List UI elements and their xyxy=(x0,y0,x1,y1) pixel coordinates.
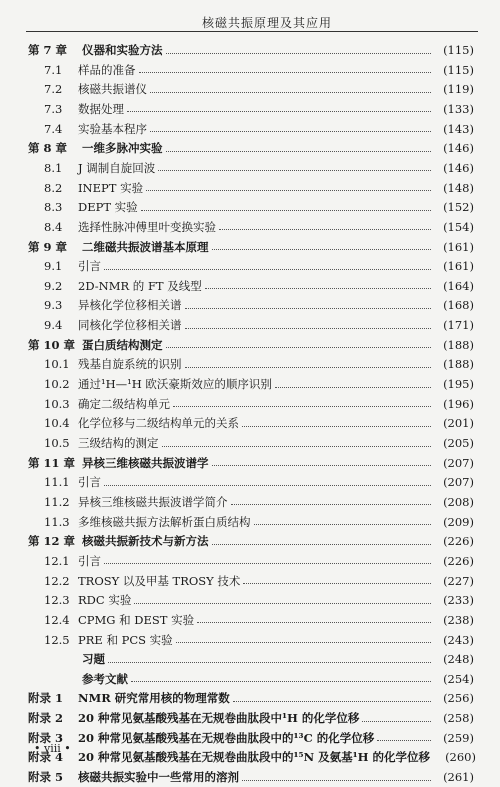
dot-leader xyxy=(104,269,431,270)
dot-leader xyxy=(104,563,431,564)
toc-entry-number: 9.4 xyxy=(44,318,63,333)
toc-entry-title: J 调制自旋回波 xyxy=(78,160,156,175)
toc-chapter-entry[interactable] xyxy=(0,335,500,355)
toc-entry-title: 样品的准备 xyxy=(78,62,136,77)
toc-entry-number: 7.3 xyxy=(44,101,63,116)
dot-leader xyxy=(275,387,431,388)
toc-entry-title: PRE 和 PCS 实验 xyxy=(78,632,173,647)
dot-leader xyxy=(104,485,431,486)
dot-leader xyxy=(243,583,431,584)
toc-entry-title: 20 种常见氨基酸残基在无规卷曲肽段中的¹⁵N 及氨基¹H 的化学位移 xyxy=(78,750,430,765)
toc-entry-page: (233) xyxy=(443,593,474,608)
toc-entry-title: 一维多脉冲实验 xyxy=(82,141,163,156)
toc-entry-title: DEPT 实验 xyxy=(78,200,138,215)
toc-entry-page: (161) xyxy=(443,239,474,254)
toc-entry-title: 蛋白质结构测定 xyxy=(82,337,163,352)
toc-section-entry[interactable] xyxy=(0,256,500,276)
toc-chapter-entry[interactable] xyxy=(0,40,500,60)
dot-leader xyxy=(146,190,431,191)
toc-entry-number: 8.2 xyxy=(44,180,63,195)
dot-leader xyxy=(158,170,431,171)
dot-leader xyxy=(242,426,431,427)
toc-section-entry[interactable] xyxy=(0,630,500,650)
toc-chapter-entry[interactable] xyxy=(0,138,500,158)
dot-leader xyxy=(242,780,431,781)
dot-leader xyxy=(254,524,432,525)
toc-entry-number: 第 11 章 xyxy=(28,455,76,470)
toc-section-entry[interactable] xyxy=(0,413,500,433)
toc-chapter-entry[interactable] xyxy=(0,237,500,257)
dot-leader xyxy=(134,603,431,604)
toc-entry-page: (226) xyxy=(443,534,474,549)
toc-entry-title: 核磁共振实验中一些常用的溶剂 xyxy=(78,770,239,785)
toc-entry-page: (226) xyxy=(443,553,474,568)
toc-chapter-entry[interactable] xyxy=(0,669,500,689)
toc-chapter-entry[interactable] xyxy=(0,649,500,669)
toc-entry-page: (205) xyxy=(443,436,474,450)
toc-entry-title: 通过¹H—¹H 欧沃豪斯效应的顺序识别 xyxy=(78,377,272,392)
toc-entry-number: 11.1 xyxy=(44,475,70,490)
toc-entry-number: 附录 5 xyxy=(28,770,64,785)
toc-entry-page: (133) xyxy=(443,101,474,116)
dot-leader xyxy=(219,229,431,230)
toc-entry-number: 12.1 xyxy=(44,553,70,568)
toc-section-entry[interactable] xyxy=(0,590,500,610)
toc-entry-title: TROSY 以及甲基 TROSY 技术 xyxy=(78,573,241,588)
toc-entry-title: 仪器和实验方法 xyxy=(82,43,163,57)
toc-entry-title: RDC 实验 xyxy=(78,593,132,608)
toc-entry-page: (115) xyxy=(443,62,474,77)
dot-leader xyxy=(150,92,431,93)
toc-entry-page: (171) xyxy=(443,318,474,333)
toc-entry-page: (254) xyxy=(443,671,474,686)
toc-entry-title: 引言 xyxy=(78,553,101,568)
toc-appendix-entry[interactable] xyxy=(0,688,500,708)
toc-entry-title: 20 种常见氨基酸残基在无规卷曲肽段中的¹³C 的化学位移 xyxy=(78,730,375,745)
toc-entry-number: 7.1 xyxy=(44,62,63,77)
toc-entry-title: 参考文献 xyxy=(82,671,128,686)
toc-entry-page: (161) xyxy=(443,259,474,274)
toc-entry-page: (115) xyxy=(443,43,474,57)
dot-leader xyxy=(233,701,431,702)
toc-entry-number: 12.2 xyxy=(44,573,70,588)
toc-entry-title: 同核化学位移相关谱 xyxy=(78,318,182,333)
dot-leader xyxy=(185,328,432,329)
toc-entry-number: 附录 2 xyxy=(28,711,64,726)
toc-entry-page: (152) xyxy=(443,200,474,215)
toc-entry-page: (238) xyxy=(443,612,474,627)
toc-section-entry[interactable] xyxy=(0,197,500,217)
toc-entry-title: 多维核磁共振方法解析蛋白质结构 xyxy=(78,514,251,529)
toc-section-entry[interactable] xyxy=(0,178,500,198)
dot-leader xyxy=(131,681,431,682)
toc-entry-number: 9.3 xyxy=(44,298,63,313)
toc-section-entry[interactable] xyxy=(0,374,500,394)
toc-appendix-entry[interactable] xyxy=(0,708,500,728)
toc-entry-number: 12.3 xyxy=(44,593,70,608)
toc-entry-number: 9.2 xyxy=(44,278,63,293)
header-rule xyxy=(26,31,478,32)
dot-leader xyxy=(197,622,431,623)
toc-section-entry[interactable] xyxy=(0,551,500,571)
toc-entry-number: 8.3 xyxy=(44,200,63,215)
toc-section-entry[interactable] xyxy=(0,119,500,139)
toc-entry-number: 第 9 章 xyxy=(28,239,68,254)
toc-entry-number: 12.4 xyxy=(44,612,70,627)
toc-entry-number: 10.1 xyxy=(44,357,70,372)
toc-section-entry[interactable] xyxy=(0,60,500,80)
toc-entry-title: 异核三维核磁共振波谱学 xyxy=(82,455,209,470)
toc-entry-page: (119) xyxy=(443,82,474,97)
toc-entry-page: (201) xyxy=(443,416,474,431)
toc-entry-page: (256) xyxy=(443,691,474,706)
toc-entry-title: 选择性脉冲傅里叶变换实验 xyxy=(78,219,216,234)
toc-entry-number: 第 12 章 xyxy=(28,534,76,549)
toc-section-entry[interactable] xyxy=(0,571,500,591)
toc-entry-page: (208) xyxy=(443,494,474,509)
toc-section-entry[interactable] xyxy=(0,158,500,178)
toc-entry-title: 确定二级结构单元 xyxy=(78,396,170,411)
toc-entry-number: 第 10 章 xyxy=(28,337,76,352)
toc-entry-page: (146) xyxy=(443,160,474,175)
toc-entry-number: 9.1 xyxy=(44,259,63,274)
toc-section-entry[interactable] xyxy=(0,79,500,99)
toc-entry-title: 化学位移与二级结构单元的关系 xyxy=(78,416,239,431)
toc-section-entry[interactable] xyxy=(0,492,500,512)
toc-entry-number: 10.4 xyxy=(44,416,70,431)
toc-entry-page: (143) xyxy=(443,121,474,136)
toc-section-entry[interactable] xyxy=(0,472,500,492)
dot-leader xyxy=(108,662,431,663)
toc-section-entry[interactable] xyxy=(0,512,500,532)
toc-entry-page: (164) xyxy=(443,278,474,293)
toc-chapter-entry[interactable] xyxy=(0,453,500,473)
toc-section-entry[interactable] xyxy=(0,610,500,630)
toc-entry-number: 附录 3 xyxy=(28,730,64,745)
toc-entry-title: 实验基本程序 xyxy=(78,121,147,136)
toc-entry-title: 20 种常见氨基酸残基在无规卷曲肽段中¹H 的化学位移 xyxy=(78,711,360,726)
dot-leader xyxy=(166,347,432,348)
toc-entry-page: (195) xyxy=(443,377,474,392)
dot-leader xyxy=(205,288,431,289)
dot-leader xyxy=(173,406,431,407)
toc-entry-number: 11.2 xyxy=(44,494,70,509)
toc-entry-title: 数据处理 xyxy=(78,101,124,116)
toc-entry-number: 10.3 xyxy=(44,396,70,411)
dot-leader xyxy=(185,308,432,309)
toc-entry-title: CPMG 和 DEST 实验 xyxy=(78,612,195,627)
toc-entry-number: 12.5 xyxy=(44,632,70,647)
toc-entry-page: (261) xyxy=(443,770,474,785)
toc-entry-page: (168) xyxy=(443,298,474,313)
toc-entry-number: 10.5 xyxy=(44,436,70,450)
toc-entry-title: 引言 xyxy=(78,259,101,274)
page-number-footer: • viii • xyxy=(34,742,71,755)
toc-entry-title: 习题 xyxy=(82,652,105,667)
toc-entry-page: (260) xyxy=(445,750,476,765)
dot-leader xyxy=(362,721,431,722)
toc-entry-title: NMR 研究常用核的物理常数 xyxy=(78,691,230,706)
toc-entry-page: (243) xyxy=(443,632,474,647)
toc-chapter-entry[interactable] xyxy=(0,531,500,551)
dot-leader xyxy=(212,544,432,545)
toc-entry-title: 异核三维核磁共振波谱学简介 xyxy=(78,494,228,509)
toc-entry-number: 附录 1 xyxy=(28,691,64,706)
toc-entry-page: (207) xyxy=(443,455,474,470)
dot-leader xyxy=(162,446,432,447)
toc-section-entry[interactable] xyxy=(0,99,500,119)
toc-section-entry[interactable] xyxy=(0,394,500,414)
toc-appendix-entry[interactable] xyxy=(0,728,500,748)
dot-leader xyxy=(127,111,431,112)
dot-leader xyxy=(212,249,432,250)
toc-entry-number: 第 8 章 xyxy=(28,141,68,156)
dot-leader xyxy=(176,642,431,643)
dot-leader xyxy=(231,504,432,505)
dot-leader xyxy=(185,367,432,368)
dot-leader xyxy=(141,210,431,211)
toc-entry-number: 附录 4 xyxy=(28,750,64,765)
toc-entry-page: (148) xyxy=(443,180,474,195)
toc-appendix-entry[interactable] xyxy=(0,747,500,767)
running-header: 核磁共振原理及其应用 xyxy=(201,16,332,30)
toc-entry-page: (154) xyxy=(443,219,474,234)
toc-entry-title: 残基自旋系统的识别 xyxy=(78,357,182,372)
toc-entry-title: 异核化学位移相关谱 xyxy=(78,298,182,313)
toc-entry-number: 7.4 xyxy=(44,121,63,136)
toc-entry-page: (248) xyxy=(443,652,474,667)
toc-entry-number: 7.2 xyxy=(44,82,63,97)
toc-entry-page: (146) xyxy=(443,141,474,156)
dot-leader xyxy=(166,151,432,152)
toc-entry-title: 核磁共振新技术与新方法 xyxy=(82,534,209,549)
dot-leader xyxy=(377,740,431,741)
toc-entry-page: (258) xyxy=(443,711,474,726)
toc-entry-title: 三级结构的测定 xyxy=(78,436,159,450)
toc-entry-page: (196) xyxy=(443,396,474,411)
toc-entry-number: 10.2 xyxy=(44,377,70,392)
toc-entry-number: 11.3 xyxy=(44,514,70,529)
toc-section-entry[interactable] xyxy=(0,354,500,374)
toc-section-entry[interactable] xyxy=(0,276,500,296)
toc-entry-page: (207) xyxy=(443,475,474,490)
toc-section-entry[interactable] xyxy=(0,315,500,335)
toc-entry-page: (259) xyxy=(443,730,474,745)
toc-entry-number: 8.1 xyxy=(44,160,63,175)
toc-section-entry[interactable] xyxy=(0,433,500,453)
toc-entry-title: 核磁共振谱仪 xyxy=(78,82,147,97)
toc-entry-page: (209) xyxy=(443,514,474,529)
toc-entry-number: 8.4 xyxy=(44,219,63,234)
dot-leader xyxy=(212,465,432,466)
toc-section-entry[interactable] xyxy=(0,217,500,237)
toc-entry-number: 第 7 章 xyxy=(28,43,68,57)
toc-entry-page: (188) xyxy=(443,337,474,352)
toc-entry-title: INEPT 实验 xyxy=(78,180,144,195)
toc-section-entry[interactable] xyxy=(0,295,500,315)
toc-entry-page: (188) xyxy=(443,357,474,372)
dot-leader xyxy=(166,53,432,54)
dot-leader xyxy=(139,72,432,73)
toc-entry-page: (227) xyxy=(443,573,474,588)
toc-entry-title: 二维磁共振波谱基本原理 xyxy=(82,239,209,254)
dot-leader xyxy=(150,131,431,132)
toc-appendix-entry[interactable] xyxy=(0,767,500,787)
toc-entry-title: 引言 xyxy=(78,475,101,490)
toc-entry-title: 2D-NMR 的 FT 及线型 xyxy=(78,278,202,293)
